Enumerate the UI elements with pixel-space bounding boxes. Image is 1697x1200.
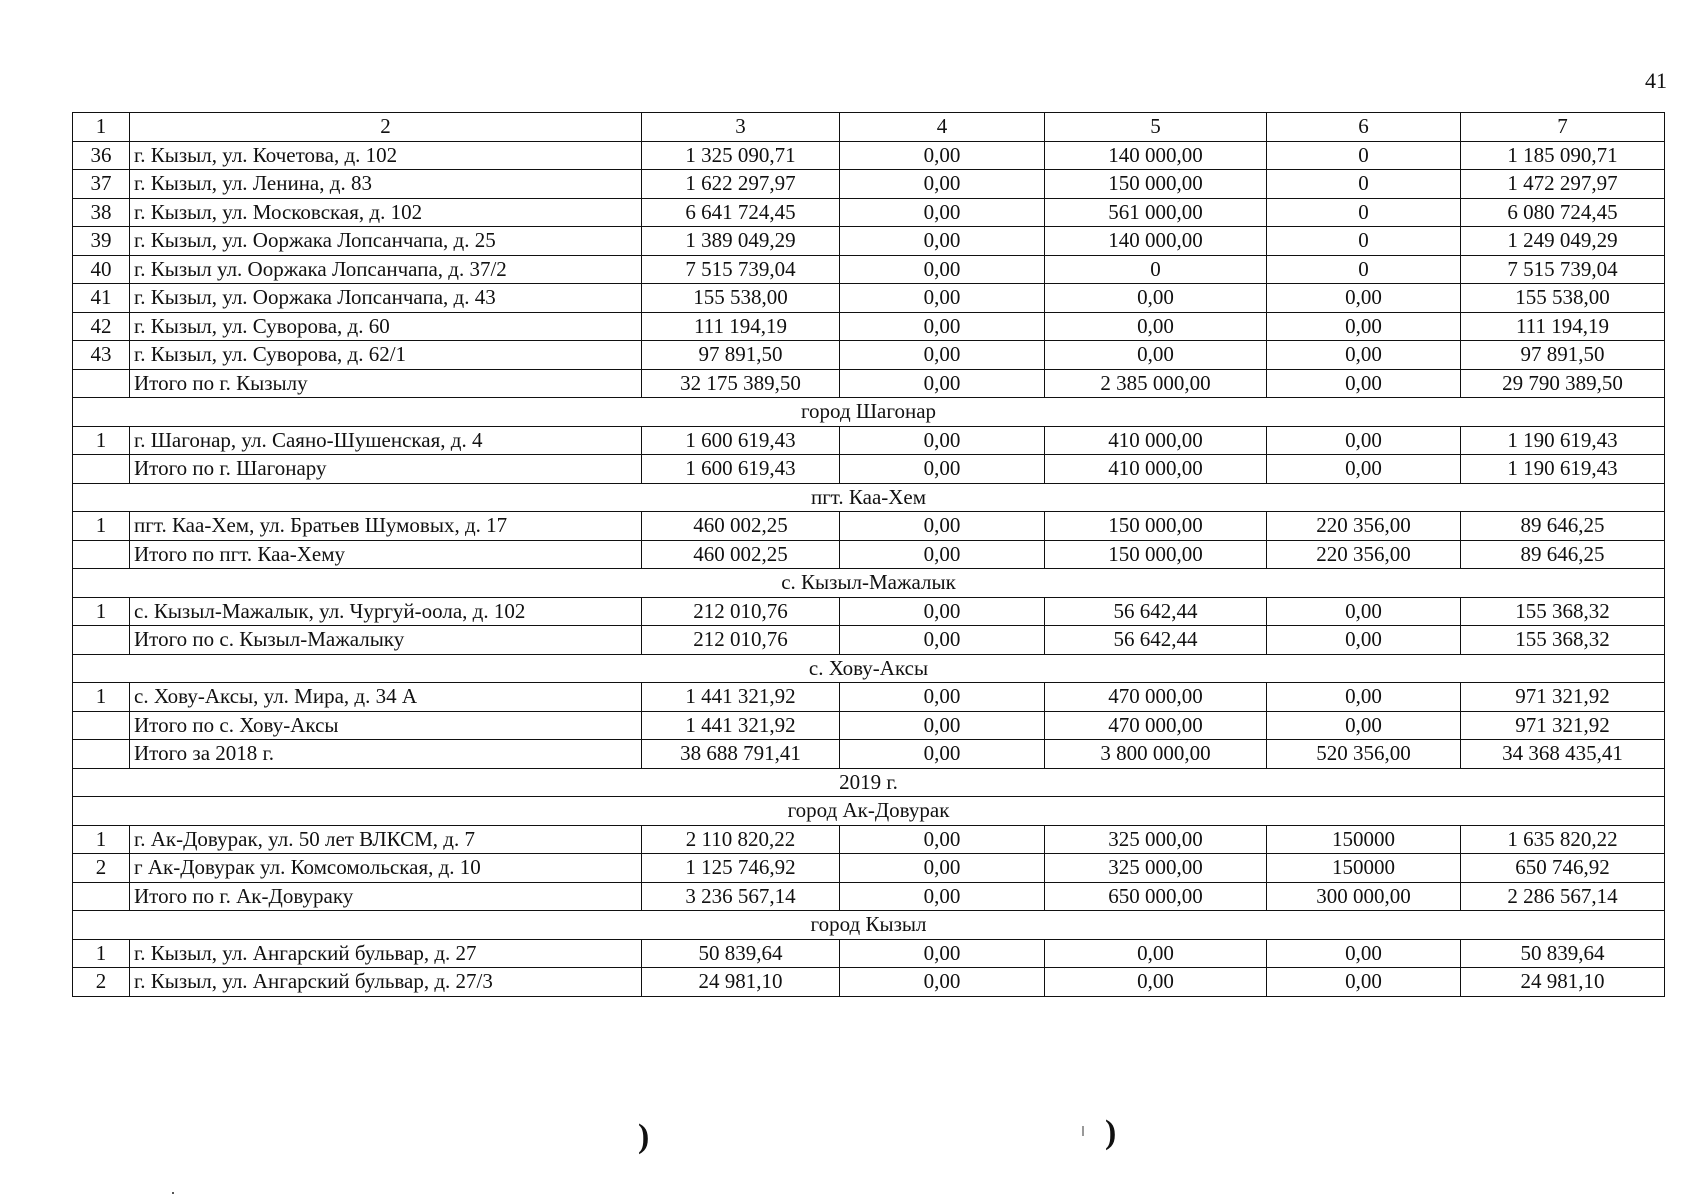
amount-col4: 0,00 bbox=[840, 284, 1045, 313]
header-cell: 3 bbox=[642, 113, 840, 142]
table-row bbox=[73, 426, 1665, 455]
amount-col3: 1 125 746,92 bbox=[642, 854, 840, 883]
total-row bbox=[73, 626, 1665, 655]
amount-col7: 1 635 820,22 bbox=[1461, 825, 1665, 854]
address-cell: Итого за 2018 г. bbox=[130, 740, 642, 769]
amount-col5: 56 642,44 bbox=[1045, 626, 1267, 655]
amount-col7: 6 080 724,45 bbox=[1461, 198, 1665, 227]
section-title: город Ак-Довурак bbox=[73, 797, 1665, 826]
row-number bbox=[73, 369, 130, 398]
table-row bbox=[73, 312, 1665, 341]
amount-col6: 0,00 bbox=[1267, 341, 1461, 370]
amount-col5: 0,00 bbox=[1045, 939, 1267, 968]
amount-col3: 1 441 321,92 bbox=[642, 683, 840, 712]
header-cell: 1 bbox=[73, 113, 130, 142]
header-cell: 2 bbox=[130, 113, 642, 142]
amount-col7: 155 538,00 bbox=[1461, 284, 1665, 313]
address-cell: г. Кызыл ул. Ооржака Лопсанчапа, д. 37/2 bbox=[130, 255, 642, 284]
amount-col6: 0,00 bbox=[1267, 683, 1461, 712]
row-number: 38 bbox=[73, 198, 130, 227]
amount-col5: 0,00 bbox=[1045, 341, 1267, 370]
section-row bbox=[73, 569, 1665, 598]
amount-col3: 6 641 724,45 bbox=[642, 198, 840, 227]
amount-col6: 520 356,00 bbox=[1267, 740, 1461, 769]
amount-col7: 155 368,32 bbox=[1461, 597, 1665, 626]
amount-col3: 460 002,25 bbox=[642, 540, 840, 569]
amount-col4: 0,00 bbox=[840, 825, 1045, 854]
amount-col7: 50 839,64 bbox=[1461, 939, 1665, 968]
row-number bbox=[73, 626, 130, 655]
amount-col4: 0,00 bbox=[840, 369, 1045, 398]
amount-col7: 7 515 739,04 bbox=[1461, 255, 1665, 284]
amount-col7: 89 646,25 bbox=[1461, 512, 1665, 541]
amount-col4: 0,00 bbox=[840, 455, 1045, 484]
section-row bbox=[73, 654, 1665, 683]
amount-col5: 2 385 000,00 bbox=[1045, 369, 1267, 398]
row-number: 1 bbox=[73, 597, 130, 626]
address-cell: Итого по пгт. Каа-Хему bbox=[130, 540, 642, 569]
amount-col5: 0,00 bbox=[1045, 284, 1267, 313]
amount-col5: 325 000,00 bbox=[1045, 854, 1267, 883]
header-cell: 7 bbox=[1461, 113, 1665, 142]
amount-col7: 1 472 297,97 bbox=[1461, 170, 1665, 199]
section-title: с. Кызыл-Мажалык bbox=[73, 569, 1665, 598]
amount-col4: 0,00 bbox=[840, 683, 1045, 712]
row-number: 43 bbox=[73, 341, 130, 370]
amount-col7: 1 190 619,43 bbox=[1461, 455, 1665, 484]
total-row bbox=[73, 882, 1665, 911]
amount-col6: 0,00 bbox=[1267, 626, 1461, 655]
amount-col5: 0,00 bbox=[1045, 312, 1267, 341]
amount-col6: 0 bbox=[1267, 170, 1461, 199]
amount-col6: 0 bbox=[1267, 141, 1461, 170]
table-row bbox=[73, 968, 1665, 997]
amount-col5: 0,00 bbox=[1045, 968, 1267, 997]
amount-col6: 150000 bbox=[1267, 825, 1461, 854]
amount-col5: 470 000,00 bbox=[1045, 683, 1267, 712]
table-row bbox=[73, 170, 1665, 199]
amount-col3: 212 010,76 bbox=[642, 597, 840, 626]
section-row bbox=[73, 911, 1665, 940]
amount-col4: 0,00 bbox=[840, 740, 1045, 769]
amount-col4: 0,00 bbox=[840, 854, 1045, 883]
row-number: 1 bbox=[73, 512, 130, 541]
address-cell: г. Ак-Довурак, ул. 50 лет ВЛКСМ, д. 7 bbox=[130, 825, 642, 854]
amount-col5: 470 000,00 bbox=[1045, 711, 1267, 740]
amount-col6: 0,00 bbox=[1267, 455, 1461, 484]
total-row bbox=[73, 711, 1665, 740]
amount-col3: 1 600 619,43 bbox=[642, 455, 840, 484]
amount-col7: 29 790 389,50 bbox=[1461, 369, 1665, 398]
amount-col3: 1 600 619,43 bbox=[642, 426, 840, 455]
amount-col5: 561 000,00 bbox=[1045, 198, 1267, 227]
total-row bbox=[73, 540, 1665, 569]
amount-col7: 650 746,92 bbox=[1461, 854, 1665, 883]
address-cell: с. Кызыл-Мажалык, ул. Чургуй-оола, д. 102 bbox=[130, 597, 642, 626]
amount-col3: 7 515 739,04 bbox=[642, 255, 840, 284]
address-cell: г. Кызыл, ул. Суворова, д. 62/1 bbox=[130, 341, 642, 370]
amount-col5: 3 800 000,00 bbox=[1045, 740, 1267, 769]
amount-col4: 0,00 bbox=[840, 312, 1045, 341]
amount-col4: 0,00 bbox=[840, 597, 1045, 626]
amount-col5: 150 000,00 bbox=[1045, 170, 1267, 199]
scan-artifact bbox=[1082, 1126, 1084, 1136]
amount-col7: 971 321,92 bbox=[1461, 711, 1665, 740]
amount-col5: 410 000,00 bbox=[1045, 426, 1267, 455]
amount-col3: 155 538,00 bbox=[642, 284, 840, 313]
address-cell: г. Кызыл, ул. Суворова, д. 60 bbox=[130, 312, 642, 341]
amount-col4: 0,00 bbox=[840, 227, 1045, 256]
amount-col7: 1 185 090,71 bbox=[1461, 141, 1665, 170]
address-cell: пгт. Каа-Хем, ул. Братьев Шумовых, д. 17 bbox=[130, 512, 642, 541]
section-title: пгт. Каа-Хем bbox=[73, 483, 1665, 512]
amount-col3: 3 236 567,14 bbox=[642, 882, 840, 911]
table-row bbox=[73, 597, 1665, 626]
section-title: 2019 г. bbox=[73, 768, 1665, 797]
row-number: 2 bbox=[73, 968, 130, 997]
table-row bbox=[73, 683, 1665, 712]
amount-col6: 0,00 bbox=[1267, 284, 1461, 313]
address-cell: г. Шагонар, ул. Саяно-Шушенская, д. 4 bbox=[130, 426, 642, 455]
amount-col6: 0,00 bbox=[1267, 968, 1461, 997]
row-number bbox=[73, 711, 130, 740]
amount-col4: 0,00 bbox=[840, 512, 1045, 541]
address-cell: г. Кызыл, ул. Ангарский бульвар, д. 27 bbox=[130, 939, 642, 968]
amount-col3: 1 622 297,97 bbox=[642, 170, 840, 199]
row-number bbox=[73, 740, 130, 769]
amount-col6: 220 356,00 bbox=[1267, 512, 1461, 541]
section-row bbox=[73, 398, 1665, 427]
row-number bbox=[73, 455, 130, 484]
amount-col5: 56 642,44 bbox=[1045, 597, 1267, 626]
amount-col6: 300 000,00 bbox=[1267, 882, 1461, 911]
amount-col3: 1 325 090,71 bbox=[642, 141, 840, 170]
amount-col5: 650 000,00 bbox=[1045, 882, 1267, 911]
address-cell: с. Хову-Аксы, ул. Мира, д. 34 А bbox=[130, 683, 642, 712]
amount-col7: 155 368,32 bbox=[1461, 626, 1665, 655]
amount-col5: 150 000,00 bbox=[1045, 540, 1267, 569]
amount-col5: 325 000,00 bbox=[1045, 825, 1267, 854]
amount-col4: 0,00 bbox=[840, 711, 1045, 740]
amount-col3: 1 389 049,29 bbox=[642, 227, 840, 256]
amount-col7: 34 368 435,41 bbox=[1461, 740, 1665, 769]
amount-col3: 212 010,76 bbox=[642, 626, 840, 655]
amount-col6: 220 356,00 bbox=[1267, 540, 1461, 569]
budget-table bbox=[72, 112, 1665, 997]
header-cell: 6 bbox=[1267, 113, 1461, 142]
amount-col6: 0,00 bbox=[1267, 939, 1461, 968]
row-number: 37 bbox=[73, 170, 130, 199]
address-cell: г. Кызыл, ул. Кочетова, д. 102 bbox=[130, 141, 642, 170]
amount-col3: 97 891,50 bbox=[642, 341, 840, 370]
amount-col5: 150 000,00 bbox=[1045, 512, 1267, 541]
row-number: 40 bbox=[73, 255, 130, 284]
address-cell: Итого по с. Кызыл-Мажалыку bbox=[130, 626, 642, 655]
table-row bbox=[73, 512, 1665, 541]
table-row bbox=[73, 825, 1665, 854]
row-number bbox=[73, 882, 130, 911]
amount-col7: 2 286 567,14 bbox=[1461, 882, 1665, 911]
table-row bbox=[73, 227, 1665, 256]
address-cell: Итого по г. Ак-Довураку bbox=[130, 882, 642, 911]
amount-col3: 111 194,19 bbox=[642, 312, 840, 341]
amount-col4: 0,00 bbox=[840, 540, 1045, 569]
amount-col7: 89 646,25 bbox=[1461, 540, 1665, 569]
amount-col4: 0,00 bbox=[840, 255, 1045, 284]
section-row bbox=[73, 797, 1665, 826]
total-row bbox=[73, 455, 1665, 484]
amount-col4: 0,00 bbox=[840, 198, 1045, 227]
amount-col7: 97 891,50 bbox=[1461, 341, 1665, 370]
amount-col4: 0,00 bbox=[840, 341, 1045, 370]
row-number: 42 bbox=[73, 312, 130, 341]
page-number: 41 bbox=[1645, 68, 1667, 93]
amount-col5: 410 000,00 bbox=[1045, 455, 1267, 484]
row-number: 1 bbox=[73, 683, 130, 712]
amount-col3: 2 110 820,22 bbox=[642, 825, 840, 854]
scan-mark: ) bbox=[638, 1118, 650, 1155]
amount-col4: 0,00 bbox=[840, 170, 1045, 199]
amount-col3: 460 002,25 bbox=[642, 512, 840, 541]
row-number bbox=[73, 540, 130, 569]
address-cell: Итого по г. Кызылу bbox=[130, 369, 642, 398]
row-number: 1 bbox=[73, 825, 130, 854]
section-title: город Шагонар bbox=[73, 398, 1665, 427]
address-cell: Итого по г. Шагонару bbox=[130, 455, 642, 484]
table-row bbox=[73, 198, 1665, 227]
amount-col5: 140 000,00 bbox=[1045, 227, 1267, 256]
table-row bbox=[73, 341, 1665, 370]
amount-col6: 0,00 bbox=[1267, 426, 1461, 455]
amount-col7: 1 190 619,43 bbox=[1461, 426, 1665, 455]
amount-col6: 0 bbox=[1267, 198, 1461, 227]
amount-col4: 0,00 bbox=[840, 939, 1045, 968]
section-title: с. Хову-Аксы bbox=[73, 654, 1665, 683]
amount-col3: 32 175 389,50 bbox=[642, 369, 840, 398]
row-number: 1 bbox=[73, 939, 130, 968]
table-header-row bbox=[73, 113, 1665, 142]
total-row bbox=[73, 740, 1665, 769]
table-row bbox=[73, 284, 1665, 313]
table-body bbox=[73, 113, 1665, 997]
row-number: 41 bbox=[73, 284, 130, 313]
amount-col4: 0,00 bbox=[840, 626, 1045, 655]
amount-col5: 140 000,00 bbox=[1045, 141, 1267, 170]
row-number: 39 bbox=[73, 227, 130, 256]
row-number: 2 bbox=[73, 854, 130, 883]
amount-col3: 1 441 321,92 bbox=[642, 711, 840, 740]
amount-col6: 0,00 bbox=[1267, 369, 1461, 398]
header-cell: 5 bbox=[1045, 113, 1267, 142]
row-number: 1 bbox=[73, 426, 130, 455]
amount-col6: 0,00 bbox=[1267, 597, 1461, 626]
amount-col3: 38 688 791,41 bbox=[642, 740, 840, 769]
amount-col4: 0,00 bbox=[840, 968, 1045, 997]
address-cell: г. Кызыл, ул. Ленина, д. 83 bbox=[130, 170, 642, 199]
address-cell: г. Кызыл, ул. Московская, д. 102 bbox=[130, 198, 642, 227]
section-row bbox=[73, 483, 1665, 512]
amount-col4: 0,00 bbox=[840, 426, 1045, 455]
scan-artifact bbox=[172, 1192, 174, 1194]
amount-col3: 24 981,10 bbox=[642, 968, 840, 997]
amount-col3: 50 839,64 bbox=[642, 939, 840, 968]
amount-col4: 0,00 bbox=[840, 141, 1045, 170]
header-cell: 4 bbox=[840, 113, 1045, 142]
address-cell: г. Кызыл, ул. Ангарский бульвар, д. 27/3 bbox=[130, 968, 642, 997]
address-cell: Итого по с. Хову-Аксы bbox=[130, 711, 642, 740]
table-row bbox=[73, 141, 1665, 170]
amount-col7: 971 321,92 bbox=[1461, 683, 1665, 712]
section-title: город Кызыл bbox=[73, 911, 1665, 940]
table-row bbox=[73, 854, 1665, 883]
table-row bbox=[73, 255, 1665, 284]
amount-col7: 111 194,19 bbox=[1461, 312, 1665, 341]
address-cell: г. Кызыл, ул. Ооржака Лопсанчапа, д. 43 bbox=[130, 284, 642, 313]
amount-col4: 0,00 bbox=[840, 882, 1045, 911]
amount-col7: 1 249 049,29 bbox=[1461, 227, 1665, 256]
address-cell: г. Кызыл, ул. Ооржака Лопсанчапа, д. 25 bbox=[130, 227, 642, 256]
amount-col6: 0 bbox=[1267, 227, 1461, 256]
scan-mark: ) bbox=[1105, 1114, 1117, 1151]
table-row bbox=[73, 939, 1665, 968]
amount-col6: 0,00 bbox=[1267, 312, 1461, 341]
address-cell: г Ак-Довурак ул. Комсомольская, д. 10 bbox=[130, 854, 642, 883]
amount-col6: 0 bbox=[1267, 255, 1461, 284]
amount-col6: 0,00 bbox=[1267, 711, 1461, 740]
amount-col6: 150000 bbox=[1267, 854, 1461, 883]
section-row bbox=[73, 768, 1665, 797]
amount-col7: 24 981,10 bbox=[1461, 968, 1665, 997]
row-number: 36 bbox=[73, 141, 130, 170]
total-row bbox=[73, 369, 1665, 398]
amount-col5: 0 bbox=[1045, 255, 1267, 284]
